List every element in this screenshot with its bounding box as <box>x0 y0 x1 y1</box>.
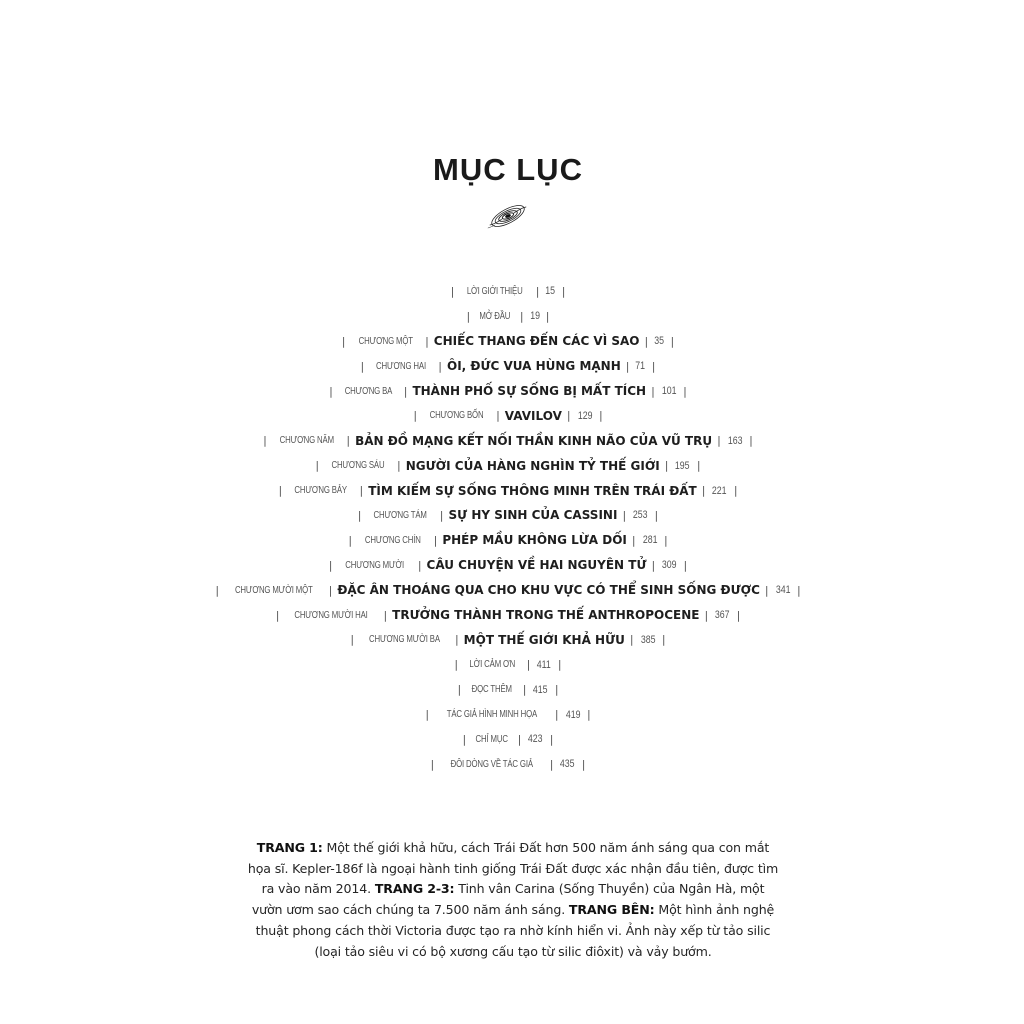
toc-label: CHƯƠNG TÁM <box>373 509 428 521</box>
toc-label: ĐÔI DÒNG VỀ TÁC GIẢ <box>450 758 534 770</box>
page-number: 101 <box>661 385 677 397</box>
separator: | <box>425 334 429 348</box>
separator: | <box>413 409 418 423</box>
chapter-title: ÔI, ĐỨC VUA HÙNG MẠNH <box>447 359 621 374</box>
separator: | <box>651 384 655 398</box>
separator: | <box>430 757 435 771</box>
page-number: 163 <box>727 434 743 447</box>
separator: | <box>631 533 636 547</box>
toc-entry <box>0 702 1016 727</box>
toc-entry <box>0 354 1016 379</box>
page-number: 435 <box>560 758 575 771</box>
page-number: 35 <box>654 335 665 348</box>
separator: | <box>328 558 333 572</box>
separator: | <box>581 757 586 771</box>
toc-label: CHƯƠNG MƯỜI <box>345 559 405 571</box>
toc-entry <box>0 752 1016 777</box>
separator: | <box>663 533 668 547</box>
separator: | <box>683 558 688 572</box>
separator: | <box>796 583 801 597</box>
separator: | <box>549 757 554 771</box>
separator: | <box>341 334 346 348</box>
separator: | <box>622 508 627 522</box>
toc-entry <box>0 627 1016 652</box>
separator: | <box>433 533 438 547</box>
toc-entry <box>0 603 1016 628</box>
toc-entry <box>0 304 1016 329</box>
chapter-title: TÌM KIẾM SỰ SỐNG THÔNG MINH TRÊN TRÁI ĐẤT <box>368 483 697 498</box>
separator: | <box>519 309 524 323</box>
page-number: 367 <box>715 609 730 622</box>
separator: | <box>670 334 675 348</box>
separator: | <box>263 434 267 448</box>
separator: | <box>383 608 388 622</box>
page-number: 129 <box>577 409 593 422</box>
toc-label: CHƯƠNG MƯỜI HAI <box>294 609 369 621</box>
page-number: 19 <box>529 310 540 323</box>
separator: | <box>346 434 351 448</box>
separator: | <box>696 459 701 473</box>
separator: | <box>644 334 649 348</box>
toc-entry <box>0 503 1016 528</box>
toc-label: CHƯƠNG MƯỜI MỘT <box>234 584 313 596</box>
toc-entry <box>0 453 1016 478</box>
caption-heading: TRANG BÊN: <box>568 902 655 918</box>
separator: | <box>545 309 550 323</box>
separator: | <box>535 284 540 298</box>
separator: | <box>359 484 364 498</box>
chapter-title: TRƯỞNG THÀNH TRONG THẾ ANTHROPOCENE <box>392 608 700 623</box>
page-number: 419 <box>565 708 581 721</box>
separator: | <box>357 508 362 522</box>
page-number: 411 <box>537 658 552 671</box>
separator: | <box>425 708 430 722</box>
page-number: 385 <box>640 633 656 646</box>
page-number: 415 <box>533 683 548 696</box>
chapter-title: ĐẶC ÂN THOÁNG QUA CHO KHU VỰC CÓ THỂ SINH SỐNG ĐƯỢC <box>337 583 760 598</box>
toc-label: CHƯƠNG BỐN <box>429 410 484 422</box>
toc-label: TÁC GIẢ HÌNH MINH HỌA <box>446 709 538 721</box>
toc-entry <box>0 478 1016 503</box>
page-title: MỤC LỤC <box>433 151 583 187</box>
page-number: 253 <box>632 509 648 522</box>
separator: | <box>397 459 401 473</box>
separator: | <box>450 284 455 298</box>
separator: | <box>348 533 353 547</box>
separator: | <box>598 409 603 423</box>
separator: | <box>554 708 559 722</box>
caption-text: Một thế giới khả hữu, cách Trái Đất hơn 500 năm ánh sáng qua con mắt họa sĩ. Kepler-186f là ngoại hành tinh giống Trái Đất được xác nhận đầu tiên, được tìm ra vào năm 2014. <box>247 840 779 897</box>
toc-label: CHƯƠNG BA <box>344 385 393 397</box>
separator: | <box>526 658 531 672</box>
chapter-title: BẢN ĐỒ MẠNG KẾT NỐI THẦN KINH NÃO CỦA VŨ TRỤ <box>355 433 713 448</box>
page-number: 221 <box>712 484 727 497</box>
separator: | <box>278 484 283 498</box>
separator: | <box>438 359 442 373</box>
separator: | <box>417 558 422 572</box>
spiral-galaxy-icon <box>485 198 531 234</box>
separator: | <box>651 359 656 373</box>
separator: | <box>749 434 753 448</box>
separator: | <box>557 658 562 672</box>
page-number: 195 <box>675 459 691 472</box>
separator: | <box>683 384 687 398</box>
toc-label: CHƯƠNG HAI <box>376 360 427 372</box>
toc-entry <box>0 379 1016 404</box>
toc-label: CHƯƠNG CHÍN <box>364 534 421 546</box>
chapter-title: NGƯỜI CỦA HÀNG NGHÌN TỶ THẾ GIỚI <box>405 458 660 473</box>
chapter-title: THÀNH PHỐ SỰ SỐNG BỊ MẤT TÍCH <box>412 384 647 398</box>
toc-label: LỜI GIỚI THIỆU <box>467 285 523 297</box>
toc-label: CHƯƠNG MƯỜI BA <box>369 634 440 646</box>
chapter-title: MỘT THẾ GIỚI KHẢ HỮU <box>463 632 625 647</box>
separator: | <box>661 633 666 647</box>
separator: | <box>554 683 559 697</box>
separator: | <box>496 409 500 423</box>
separator: | <box>704 608 709 622</box>
separator: | <box>360 359 365 373</box>
toc-entry <box>0 528 1016 553</box>
caption-text: Tinh vân Carina (Sống Thuyền) của Ngân Hà, một vườn ươm sao cách chúng ta 7.500 năm ánh sáng. <box>251 881 765 918</box>
separator: | <box>701 484 706 498</box>
separator: | <box>403 384 408 398</box>
separator: | <box>522 683 527 697</box>
toc-entry <box>0 428 1016 453</box>
toc-entry <box>0 652 1016 677</box>
separator: | <box>329 384 333 398</box>
caption-heading: TRANG 1: <box>256 840 323 855</box>
separator: | <box>466 309 471 323</box>
chapter-title: CHIẾC THANG ĐẾN CÁC VÌ SAO <box>433 334 640 349</box>
separator: | <box>586 708 591 722</box>
separator: | <box>764 583 769 597</box>
page-number: 281 <box>642 534 658 547</box>
separator: | <box>654 508 659 522</box>
separator: | <box>733 484 738 498</box>
toc-entry <box>0 727 1016 752</box>
toc-label: MỞ ĐẦU <box>479 310 511 322</box>
separator: | <box>625 359 630 373</box>
toc-entry <box>0 329 1016 354</box>
caption-text: Một hình ảnh nghệ thuật phong cách thời Victoria được tạo ra nhờ kính hiển vi. Ảnh này xếp từ tảo silic (loại tảo siêu vi có bộ xương cấu tạo từ silic điôxit) và vảy bướm. <box>255 902 775 959</box>
separator: | <box>215 583 220 597</box>
separator: | <box>328 583 333 597</box>
chapter-title: PHÉP MẦU KHÔNG LỪA DỐI <box>442 533 627 548</box>
separator: | <box>664 459 669 473</box>
separator: | <box>561 284 566 298</box>
toc-entry <box>0 403 1016 428</box>
separator: | <box>517 732 522 746</box>
toc-label: CHƯƠNG SÁU <box>331 460 385 472</box>
toc-entry <box>0 553 1016 578</box>
separator: | <box>629 633 634 647</box>
chapter-title: SỰ HY SINH CỦA CASSINI <box>448 508 618 523</box>
page-number: 71 <box>635 360 646 373</box>
separator: | <box>439 508 444 522</box>
separator: | <box>454 658 459 672</box>
page-number: 341 <box>775 584 791 597</box>
toc-entry <box>0 578 1016 603</box>
separator: | <box>315 459 320 473</box>
chapter-title: CÂU CHUYỆN VỀ HAI NGUYÊN TỬ <box>426 558 647 573</box>
toc-label: CHƯƠNG MỘT <box>358 335 413 347</box>
separator: | <box>350 633 355 647</box>
separator: | <box>651 558 656 572</box>
separator: | <box>275 608 280 622</box>
separator: | <box>736 608 741 622</box>
separator: | <box>462 732 467 746</box>
toc-label: LỜI CẢM ƠN <box>469 659 516 671</box>
page-number: 309 <box>662 559 677 572</box>
page-number: 15 <box>545 285 556 298</box>
separator: | <box>457 683 462 697</box>
toc-entry <box>0 677 1016 702</box>
table-of-contents <box>0 279 1016 777</box>
toc-label: CHỈ MỤC <box>475 733 509 745</box>
toc-label: CHƯƠNG NĂM <box>279 435 334 447</box>
separator: | <box>566 409 571 423</box>
separator: | <box>717 434 721 448</box>
page-number: 423 <box>528 733 543 746</box>
toc-label: CHƯƠNG BẢY <box>294 485 348 497</box>
caption-heading: TRANG 2-3: <box>374 881 455 897</box>
separator: | <box>454 633 459 647</box>
page-caption <box>246 838 780 962</box>
chapter-title: VAVILOV <box>504 408 562 423</box>
separator: | <box>549 732 554 746</box>
toc-entry <box>0 279 1016 304</box>
toc-label: ĐỌC THÊM <box>471 684 513 696</box>
